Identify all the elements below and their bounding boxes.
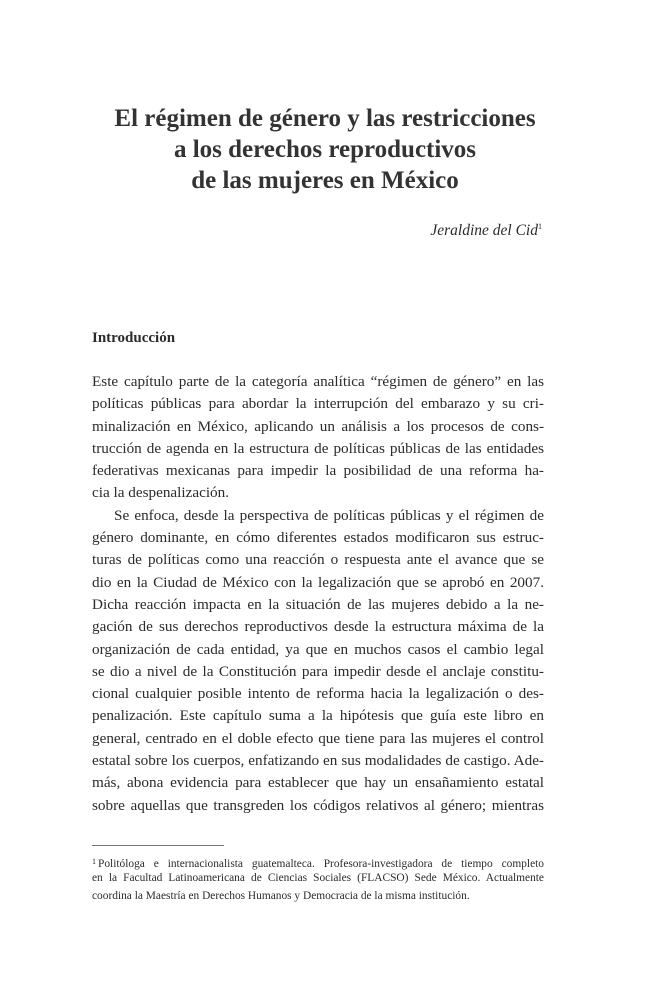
body-line: dio en la Ciudad de México con la legalización que se aprobó en 2007.: [92, 573, 544, 591]
body-line: general, centrado en el doble efecto que tiene para las mujeres el control: [92, 729, 544, 747]
body-line: sobre aquellas que transgreden los códigos relativos al género; mientras: [92, 796, 544, 814]
body-line: se dio a nivel de la Constitución para impedir desde el anclaje constitu-: [92, 662, 544, 680]
author-name: Jeraldine del Cid: [430, 222, 538, 239]
chapter-title-line-2: a los derechos reproductivos: [173, 136, 477, 163]
body-line: organización de cada entidad, ya que en muchos casos el cambio legal: [92, 640, 544, 658]
body-line: gación de sus derechos reproductivos desde la estructura máxima de la: [92, 618, 544, 636]
chapter-title: [60, 103, 590, 196]
body-line: penalización. Este capítulo suma a la hipótesis que guía este libro en: [92, 707, 544, 725]
body-line: Dicha reacción impacta en la situación de las mujeres debido a la ne-: [92, 595, 544, 613]
body-line: Se enfoca, desde la perspectiva de políticas públicas y el régimen de: [114, 506, 544, 524]
body-line: minalización en México, aplicando un análisis a los procesos de cons-: [92, 417, 544, 435]
footnote-line: coordina la Maestría en Derechos Humanos y Democracia de la misma institución.: [92, 889, 470, 902]
body-line: más, abona evidencia para establecer que hay un ensañamiento estatal: [92, 774, 544, 792]
footnote-line: en la Facultad Latinoamericana de Ciencias Sociales (FLACSO) Sede México. Actualmente: [92, 872, 544, 885]
chapter-title-line-1: El régimen de género y las restricciones: [114, 105, 536, 132]
body-text: [92, 371, 544, 817]
section-heading: Introducción: [92, 330, 176, 346]
footnote-mark: 1: [92, 857, 96, 866]
chapter-title-line-3: de las mujeres en México: [191, 167, 459, 194]
body-line: trucción de agenda en la estructura de políticas públicas de las entidades: [92, 439, 544, 457]
body-line: federativas mexicanas para impedir la posibilidad de una reforma ha-: [92, 462, 544, 480]
author-byline: [430, 222, 542, 240]
body-line: cia la despenalización.: [92, 484, 230, 502]
footnote: [92, 853, 544, 905]
body-line: turas de políticas como una reacción o respuesta ante el avance que se: [92, 551, 544, 569]
body-line: género dominante, en cómo diferentes estados modificaron sus estruc-: [92, 529, 544, 547]
body-line: cional cualquier posible intento de reforma hacia la legalización o des-: [92, 685, 544, 703]
footnote-text: Politóloga e internacionalista guatemalteca. Profesora-investigadora de tiempo completo: [98, 858, 544, 870]
footnote-separator: [92, 845, 224, 846]
footnote-line: [92, 853, 544, 870]
body-line: Este capítulo parte de la categoría analítica “régimen de género” en las: [92, 373, 544, 390]
author-footnote-mark: 1: [538, 222, 542, 231]
body-line: estatal sobre los cuerpos, enfatizando en sus modalidades de castigo. Ade-: [92, 752, 544, 770]
body-line: políticas públicas para abordar la interrupción del embarazo y su cri-: [92, 395, 544, 413]
